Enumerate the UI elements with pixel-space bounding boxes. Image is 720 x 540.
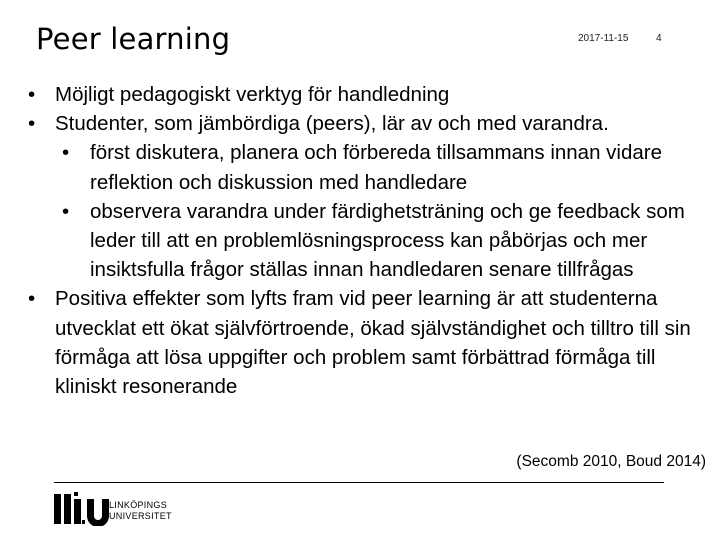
sub-bullet-item: • observera varandra under färdighetsträning och ge feedback som leder till att en problemlösningsprocess kan påbörjas och mer insiktsfulla frågor ställas innan handledaren senare tillfrågas [0,197,720,285]
bullet-item: • Studenter, som jämbördiga (peers), lär av och med varandra. [0,109,720,138]
bullet-item: • Möjligt pedagogiskt verktyg för handledning [0,80,720,109]
bullet-list [0,80,720,401]
logo-text-line2: UNIVERSITET [109,511,172,521]
slide-title: Peer learning [36,22,231,56]
footer-rule [54,482,664,483]
logo-text-line1: LINKÖPINGS [109,500,168,510]
sub-bullet-item: • först diskutera, planera och förbereda tillsammans innan vidare reflektion och diskussion med handledare [0,138,720,196]
bullet-item: • Positiva effekter som lyfts fram vid peer learning är att studenterna utvecklat ett ökat självförtroende, ökad självständighet och tilltro till sin förmåga att lösa uppgifter och problem samt förbättrad förmåga till kliniskt resonerande [0,284,720,401]
slide-date: 2017-11-15 [578,33,629,44]
slide-page-number: 4 [656,33,662,44]
citation: (Secomb 2010, Boud 2014) [516,453,706,470]
